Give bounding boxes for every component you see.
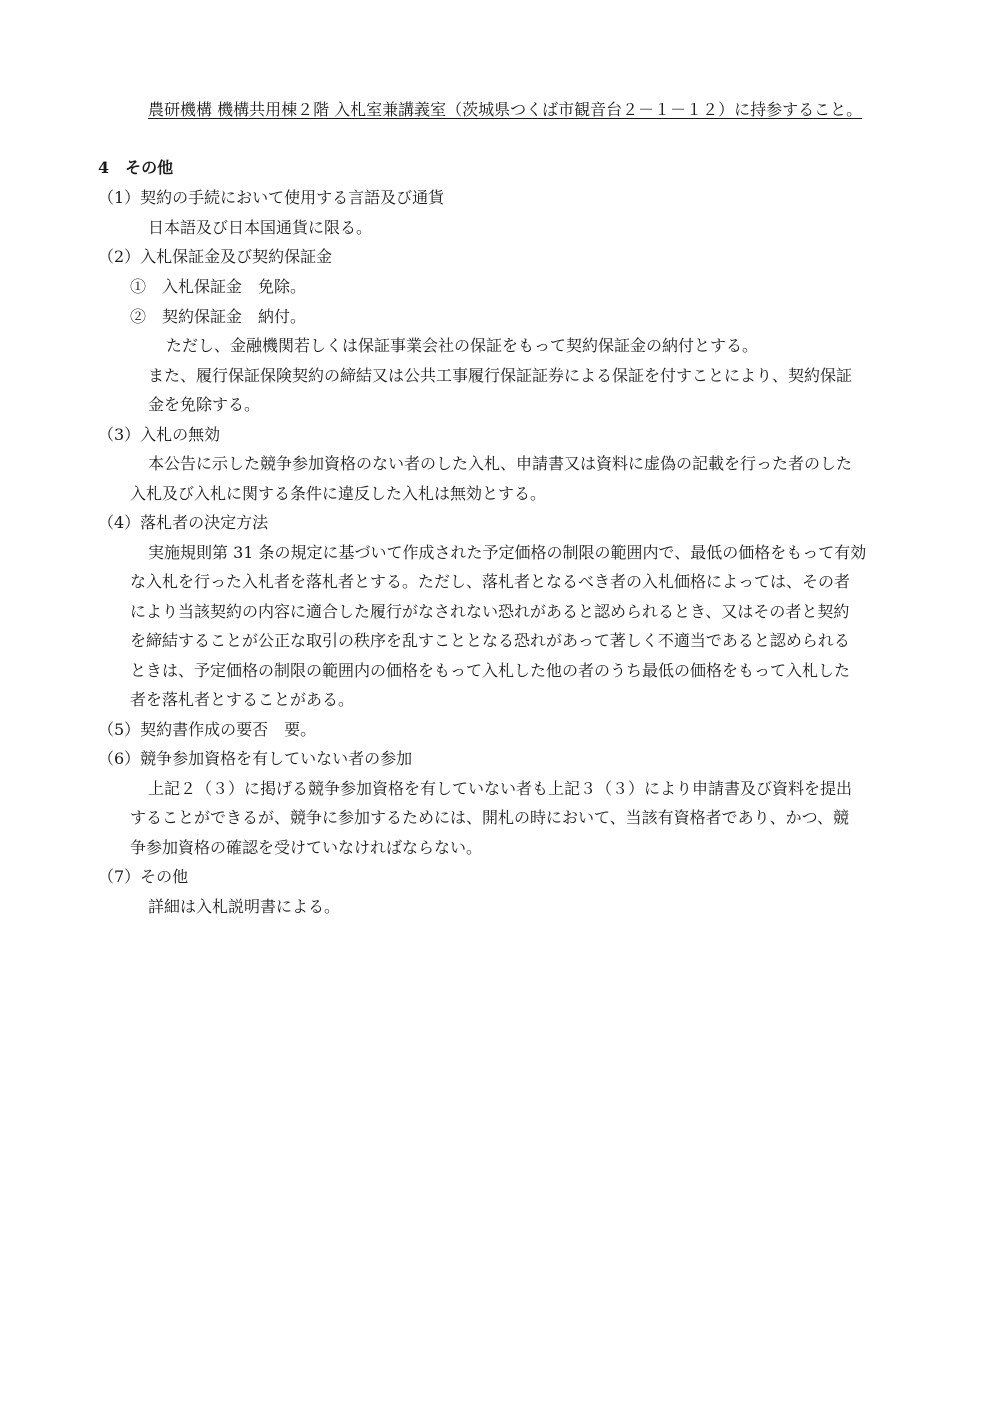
item-3-line-1: 本公告に示した競争参加資格のない者のした入札、申請書又は資料に虚偽の記載を行った者のした xyxy=(148,454,853,473)
item-6-line-1: 上記２（３）に掲げる競争参加資格を有していない者も上記３（３）により申請書及び資料を提出 xyxy=(148,779,853,798)
item-4-label: （4）落札者の決定方法 xyxy=(98,513,269,532)
item-7-body: 詳細は入札説明書による。 xyxy=(148,897,341,916)
item-4-line-1: 実施規則第 31 条の規定に基づいて作成された予定価格の制限の範囲内で、最低の価格をもって有効 xyxy=(148,543,867,562)
item-4-line-4: を締結することが公正な取引の秩序を乱すこととなる恐れがあって著しく不適当であると認められる xyxy=(130,631,850,650)
item-3-line-2: 入札及び入札に関する条件に違反した入札は無効とする。 xyxy=(130,484,547,503)
item-2-line-3: 金を免除する。 xyxy=(148,395,261,414)
item-4-line-3: により当該契約の内容に適合した履行がなされない恐れがあると認められるとき、又はその者と契約 xyxy=(130,602,850,621)
item-5-label: （5）契約書作成の要否 要。 xyxy=(98,720,317,739)
item-4-line-5: ときは、予定価格の制限の範囲内の価格をもって入札した他の者のうち最低の価格をもって入札した xyxy=(130,661,851,680)
item-2-label: （2）入札保証金及び契約保証金 xyxy=(98,247,333,266)
item-1-label: （1）契約の手続において使用する言語及び通貨 xyxy=(98,188,445,207)
item-2-sub-1: ① 入札保証金 免除。 xyxy=(130,277,307,296)
item-7-label: （7）その他 xyxy=(98,867,189,886)
intro-location-line: 農研機構 機構共用棟２階 入札室兼講義室（茨城県つくば市観音台２－１－１２）に持参すること。 xyxy=(148,100,863,119)
item-2-line-1: ただし、金融機関若しくは保証事業会社の保証をもって契約保証金の納付とする。 xyxy=(166,336,759,355)
item-6-line-3: 争参加資格の確認を受けていなければならない。 xyxy=(130,838,483,857)
item-6-line-2: することができるが、競争に参加するためには、開札の時において、当該有資格者であり、かつ、競 xyxy=(130,808,850,827)
item-6-label: （6）競争参加資格を有していない者の参加 xyxy=(98,749,413,768)
item-2-sub-2: ② 契約保証金 納付。 xyxy=(130,307,307,326)
item-3-label: （3）入札の無効 xyxy=(98,425,221,444)
item-4-line-6: 者を落札者とすることがある。 xyxy=(130,690,355,709)
item-1-body: 日本語及び日本国通貨に限る。 xyxy=(148,218,373,237)
section-4-heading: 4 その他 xyxy=(98,158,174,177)
item-4-line-2: な入札を行った入札者を落札者とする。ただし、落札者となるべき者の入札価格によっては、その者 xyxy=(130,572,851,591)
item-2-line-2: また、履行保証保険契約の締結又は公共工事履行保証証券による保証を付すことにより、契約保証 xyxy=(148,366,853,385)
